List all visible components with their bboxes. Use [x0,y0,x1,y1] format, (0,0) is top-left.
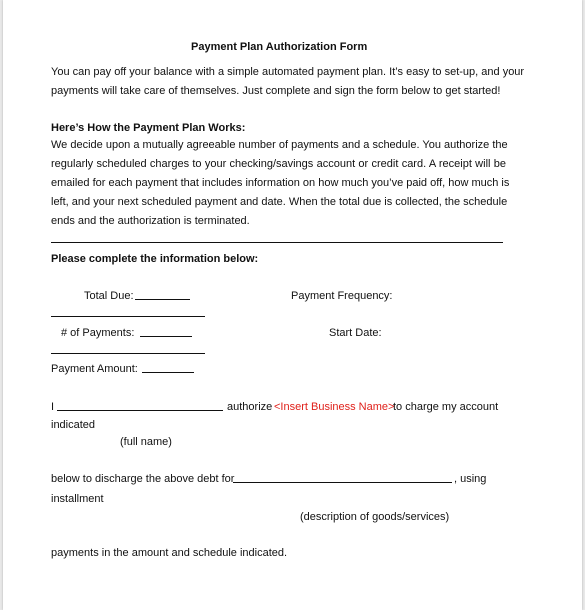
full-name-field[interactable] [57,400,223,411]
intro-paragraph [51,63,525,101]
num-payments-field[interactable] [140,326,192,337]
authorize-suffix: to charge my account [393,401,499,413]
how-paragraph [51,136,510,231]
full-name-caption: (full name) [120,436,172,448]
start-date-label: Start Date: [329,327,382,339]
payment-frequency-label: Payment Frequency: [291,290,393,302]
total-due-field[interactable] [135,289,190,300]
total-due-label: Total Due: [84,290,134,302]
how-line: emailed for each payment that includes information on how much you’ve paid off, how much is [51,177,510,189]
business-name-placeholder: <Insert Business Name> [274,401,395,413]
num-payments-underline [51,353,205,354]
how-line: left, and your next scheduled payment and date. When the total due is collected, the schedule [51,196,508,208]
description-caption: (description of goods/services) [300,511,450,523]
closing-text: payments in the amount and schedule indicated. [51,547,288,559]
intro-line: You can pay off your balance with a simple automated payment plan. It’s easy to set-up, and your [51,66,525,78]
num-payments-label: # of Payments: [61,327,135,339]
form-title: Payment Plan Authorization Form [191,41,368,53]
how-line: ends and the authorization is terminated. [51,215,250,227]
authorize-word: authorize [227,401,273,413]
goods-description-field[interactable] [233,472,452,483]
payment-amount-label: Payment Amount: [51,363,138,375]
how-line: We decide upon a mutually agreeable number of payments and a schedule. You authorize the [51,139,508,151]
indicated-text: indicated [51,419,96,431]
discharge-text: below to discharge the above debt for [51,473,235,485]
how-heading: Here’s How the Payment Plan Works: [51,122,246,134]
section-divider [51,242,503,243]
intro-line: payments will take care of themselves. Just complete and sign the form below to get started! [51,85,501,97]
installment-text: installment [51,493,104,505]
how-line: regularly scheduled charges to your checking/savings account or credit card. A receipt will be [51,158,506,170]
total-due-underline [51,316,205,317]
authorize-prefix: I [51,401,55,413]
payment-amount-field[interactable] [142,362,194,373]
using-text: , using [454,473,487,485]
complete-heading: Please complete the information below: [51,253,259,265]
document-page [3,0,582,610]
